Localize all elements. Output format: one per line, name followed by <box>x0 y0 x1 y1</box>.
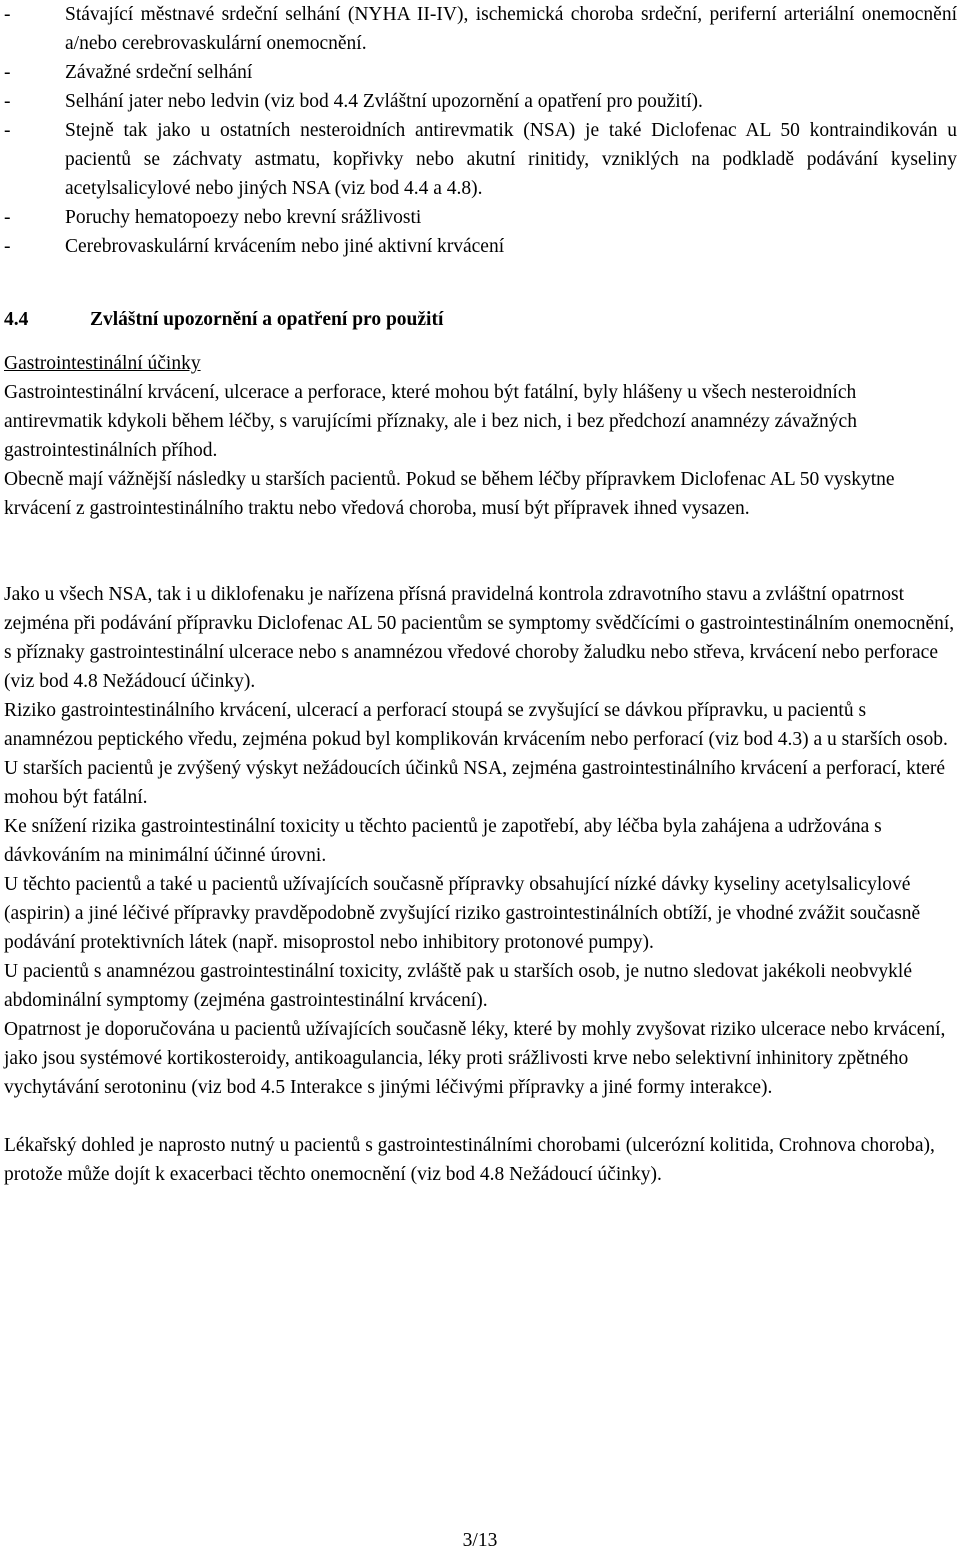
paragraph: U těchto pacientů a také u pacientů užívajících současně přípravky obsahující nízké dávky kyseliny acetylsalicylové (aspirin) a jiné léčivé přípravky pravděpodobně zvyšující riziko gastrointestinálních obtíží, je vhodné zvážit současně podávání protektivních látek (např. misoprostol nebo inhibitory protonové pumpy). <box>4 874 921 953</box>
paragraph: Riziko gastrointestinálního krvácení, ulcerací a perforací stoupá se zvyšující se dávkou přípravku, u pacientů s anamnézou peptického vředu, zejména pokud byl komplikován krvácením nebo perforací (viz bod 4.3) a u starších osob. <box>4 700 948 750</box>
contraindication-list <box>4 0 957 261</box>
page-number: 3/13 <box>462 1530 498 1551</box>
section-title: Zvláštní upozornění a opatření pro použití <box>90 309 444 330</box>
paragraph: Lékařský dohled je naprosto nutný u pacientů s gastrointestinálními chorobami (ulcerózní kolitida, Crohnova choroba), protože může dojít k exacerbaci těchto onemocnění (viz bod 4.8 Nežádoucí účinky). <box>4 1135 935 1185</box>
paragraph: Ke snížení rizika gastrointestinální toxicity u těchto pacientů je zapotřebí, aby léčba byla zahájena a udržována s dávkováním na minimální účinné úrovni. <box>4 816 882 866</box>
list-item: - Poruchy hematopoezy nebo krevní srážlivosti <box>4 207 422 228</box>
list-item: - Cerebrovaskulární krvácením nebo jiné aktivní krvácení <box>4 236 505 257</box>
paragraph: Jako u všech NSA, tak i u diklofenaku je nařízena přísná pravidelná kontrola zdravotního stavu a zvláštní opatrnost zejména při podávání přípravku Diclofenac AL 50 pacientům se symptomy svědčícími o gastrointestinálním onemocnění, s příznaky gastrointestinální ulcerace nebo s anamnézou vředové choroby žaludku nebo střeva, krvácení nebo perforace (viz bod 4.8 Nežádoucí účinky). <box>4 584 955 692</box>
list-item: - Stejně tak jako u ostatních nesteroidních antirevmatik (NSA) je také Diclofenac AL 50 kontraindikován u pacientů se záchvaty astmatu, kopřivky nebo akutní rinitidy, vzniklých na podkladě podávání kyseliny acetylsalicylové nebo jiných NSA (viz bod 4.4 a 4.8). <box>4 120 957 199</box>
subheading: Gastrointestinální účinky <box>4 353 201 374</box>
list-item: - Selhání jater nebo ledvin (viz bod 4.4 Zvláštní upozornění a opatření pro použití). <box>4 91 703 112</box>
section-heading <box>4 305 957 334</box>
paragraph: U starších pacientů je zvýšený výskyt nežádoucích účinků NSA, zejména gastrointestinálního krvácení a perforací, které mohou být fatální. <box>4 758 946 808</box>
document-page <box>4 0 957 1189</box>
paragraph: Obecně mají vážnější následky u starších pacientů. Pokud se během léčby přípravkem Diclofenac AL 50 vyskytne krvácení z gastrointestinálního traktu nebo vředová choroba, musí být přípravek ihned vysazen. <box>4 469 895 519</box>
list-item: - Stávající městnavé srdeční selhání (NYHA II-IV), ischemická choroba srdeční, periferní arteriální onemocnění a/nebo cerebrovaskulární onemocnění. <box>4 4 957 54</box>
paragraph: Opatrnost je doporučována u pacientů užívajících současně léky, které by mohly zvyšovat riziko ulcerace nebo krvácení, jako jsou systémové kortikosteroidy, antikoagulancia, léky proti srážlivosti krve nebo selektivní inhinitory zpětného vychytávání serotoninu (viz bod 4.5 Interakce s jinými léčivými přípravky a jiné formy interakce). <box>4 1019 946 1098</box>
section-number: 4.4 <box>4 309 29 330</box>
list-item: - Závažné srdeční selhání <box>4 62 253 83</box>
paragraph: U pacientů s anamnézou gastrointestinální toxicity, zvláště pak u starších osob, je nutno sledovat jakékoli neobvyklé abdominální symptomy (zejména gastrointestinální krvácení). <box>4 961 912 1011</box>
paragraph: Gastrointestinální krvácení, ulcerace a perforace, které mohou být fatální, byly hlášeny u všech nesteroidních antirevmatik kdykoli během léčby, s varujícími příznaky, ale i bez nich, i bez předchozí anamnézy závažných gastrointestinálních příhod. <box>4 382 857 461</box>
